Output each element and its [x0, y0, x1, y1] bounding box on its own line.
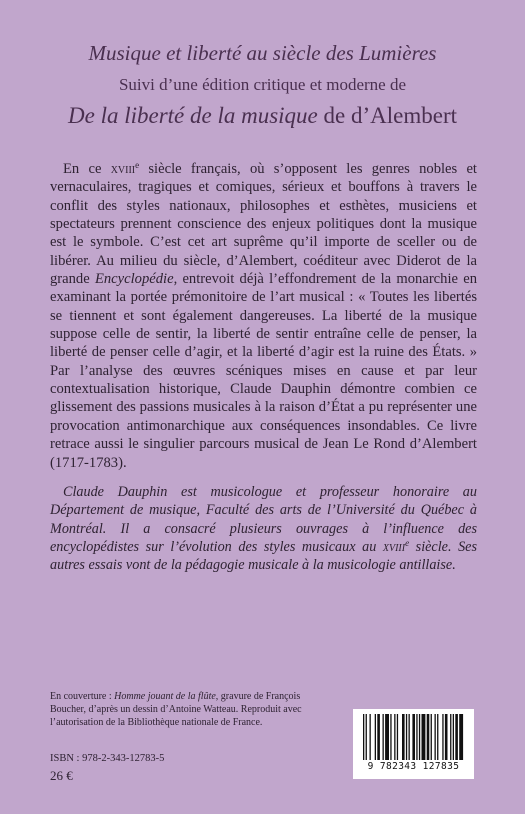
subtitle-work-title: De la liberté de la musique [68, 103, 318, 128]
barcode-bar [375, 714, 376, 760]
barcode-bar [453, 714, 454, 760]
barcode-bar [455, 714, 458, 760]
cover-header [0, 40, 525, 130]
description-text-a: siècle français, où s’opposent les genres nobles et vernaculaires, tragiques et comiques, sérieux et bouffons à travers le conflit des styles nationaux, philosophes et esthètes, musiciens et spectateurs prennent conscience des enjeux politiques dont la musique est le symbole. C’est cet art suprême qu’il importe de sceller ou de libérer. Au milieu du siècle, d’Alembert, coéditeur avec Diderot de la grande [50, 161, 477, 288]
barcode-number: 9 782343 127835 [367, 761, 460, 772]
book-subtitle-line2 [0, 102, 525, 130]
barcode-bar [412, 714, 415, 760]
century-numeral: xviii [110, 161, 136, 177]
barcode-bar [394, 714, 395, 760]
barcode-bar [431, 714, 432, 760]
cover-credits [50, 690, 305, 729]
book-title: Musique et liberté au siècle des Lumières [88, 41, 437, 65]
barcode-bar [406, 714, 407, 760]
barcode-bar [437, 714, 438, 760]
century-superscript: e [135, 160, 140, 170]
barcode-bar [419, 714, 420, 760]
barcode-bar [385, 714, 389, 760]
barcode-bar [442, 714, 443, 760]
barcode-bar [445, 714, 448, 760]
barcode-bar [435, 714, 436, 760]
book-subtitle-line1: Suivi d’une édition critique et moderne de [118, 75, 407, 94]
barcode-bars [361, 714, 466, 760]
barcode-bar [402, 714, 405, 760]
author-bio-paragraph [50, 483, 477, 575]
bio-text-b: siècle. Ses autres essais vont de la pédagogie musicale à la musicologie antillaise. [50, 539, 478, 574]
author-bio [50, 483, 477, 575]
barcode-bar [390, 714, 391, 760]
barcode-bar [370, 714, 371, 760]
barcode-bar [416, 714, 417, 760]
description-text-b: , entrevoit déjà l’effondrement de la monarchie en examinant la portée prémonitoire de l’art musical : « Toutes les libertés se tiennent et sont également dangereuses. La liberté de la musique suppose celle de sentir, la liberté de sentir entraîne celle de penser, la liberté de penser celle d’agir, et la liberté d’agir est la ruine des États. » Par l’analyse des œuvres scéniques mises en cause et par leur contextualisation historique, Claude Dauphin démontre combien ce glissement des passions musicales à la raison d’État a pu représenter une provocation antimonarchique aux conséquences insondables. Ce livre retrace aussi le singulier parcours musical de Jean Le Rond d’Alembert (1717-1783). [50, 271, 477, 471]
price: 26 € [50, 768, 73, 783]
barcode-bar [422, 714, 426, 760]
isbn: ISBN : 978-2-343-12783-5 [50, 753, 165, 764]
credits-rest: , gravure de François Boucher, d’après un dessin d’Antoine Watteau. Reproduit avec l’autorisation de la Bibliothèque nationale de France. [50, 691, 302, 728]
barcode-bar [459, 714, 463, 760]
credits-work-title: Homme jouant de la flûte [114, 691, 216, 702]
encyclopedie-title: Encyclopédie [94, 271, 174, 288]
subtitle-author: de d’Alembert [317, 103, 457, 128]
credits-prefix: En couverture : [50, 691, 115, 702]
barcode-bar [409, 714, 410, 760]
bio-text-a: Claude Dauphin est musicologue et professeur honoraire au Département de musique, Faculté des arts de l’Université du Québec à Montréal. Il a consacré plusieurs ouvrages à l’influence des encyclopédistes sur l’évolution des styles musicaux au [50, 484, 477, 556]
barcode-bar [366, 714, 367, 760]
barcode-bar [427, 714, 430, 760]
barcode [353, 709, 474, 779]
book-description [50, 160, 477, 472]
bio-century-numeral: xviii [382, 539, 406, 556]
barcode-bar [363, 714, 364, 760]
barcode-bar [377, 714, 380, 760]
description-paragraph [50, 160, 477, 472]
description-text-start: En ce [63, 161, 111, 177]
barcode-bar [450, 714, 451, 760]
bio-century-superscript: e [405, 538, 410, 549]
barcode-bar [383, 714, 384, 760]
barcode-bar [397, 714, 398, 760]
